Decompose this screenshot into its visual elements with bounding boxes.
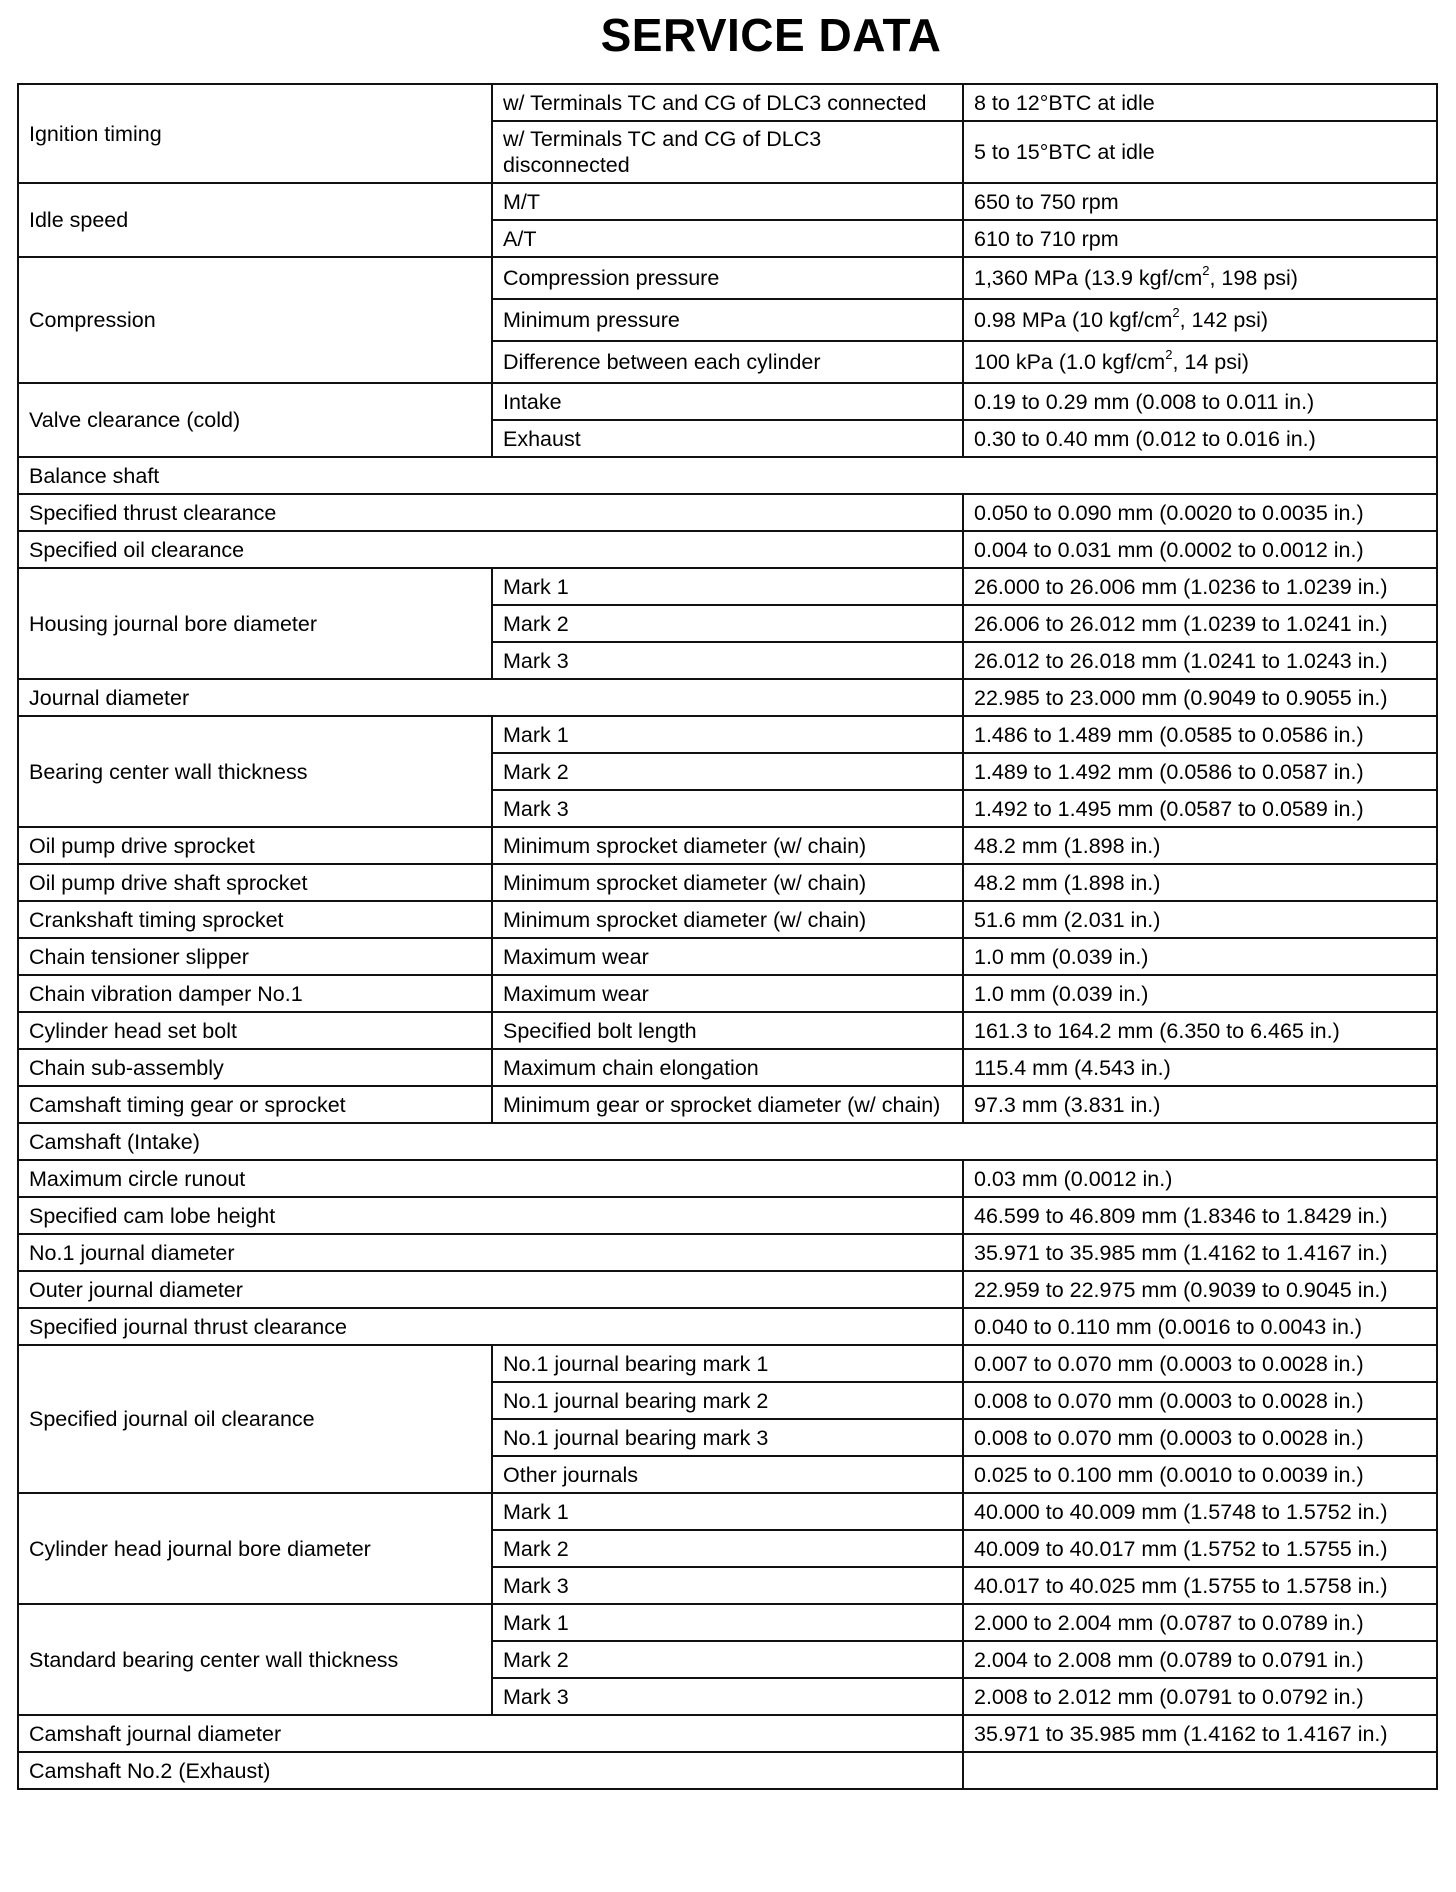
table-row — [18, 1234, 1437, 1271]
table-row — [18, 827, 1437, 864]
spec-value — [963, 1752, 1437, 1789]
sub-item: w/ Terminals TC and CG of DLC3 connected — [492, 84, 963, 121]
item-label: Chain tensioner slipper — [18, 938, 492, 975]
item-label: Standard bearing center wall thickness — [18, 1604, 492, 1715]
sub-item: Intake — [492, 383, 963, 420]
table-row — [18, 1308, 1437, 1345]
table-row — [18, 864, 1437, 901]
spec-value: 0.004 to 0.031 mm (0.0002 to 0.0012 in.) — [963, 531, 1437, 568]
sub-item: Minimum sprocket diameter (w/ chain) — [492, 827, 963, 864]
spec-value: 26.006 to 26.012 mm (1.0239 to 1.0241 in.) — [963, 605, 1437, 642]
spec-value: 0.03 mm (0.0012 in.) — [963, 1160, 1437, 1197]
spec-value: 610 to 710 rpm — [963, 220, 1437, 257]
item-label: Oil pump drive sprocket — [18, 827, 492, 864]
sub-item: Other journals — [492, 1456, 963, 1493]
sub-item: Minimum sprocket diameter (w/ chain) — [492, 864, 963, 901]
sub-item: Maximum chain elongation — [492, 1049, 963, 1086]
item-label: Housing journal bore diameter — [18, 568, 492, 679]
item-label: Cylinder head set bolt — [18, 1012, 492, 1049]
sub-item: w/ Terminals TC and CG of DLC3 disconnected — [492, 121, 963, 183]
item-label: Crankshaft timing sprocket — [18, 901, 492, 938]
spec-value: 1,360 MPa (13.9 kgf/$cm^2$, 198 psi) — [963, 257, 1437, 299]
sub-item: Mark 3 — [492, 1567, 963, 1604]
spec-value: 22.959 to 22.975 mm (0.9039 to 0.9045 in.) — [963, 1271, 1437, 1308]
spec-value: 0.30 to 0.40 mm (0.012 to 0.016 in.) — [963, 420, 1437, 457]
sub-item: Exhaust — [492, 420, 963, 457]
spec-value: 35.971 to 35.985 mm (1.4162 to 1.4167 in.) — [963, 1715, 1437, 1752]
item-label: Specified journal thrust clearance — [18, 1308, 963, 1345]
item-label: Ignition timing — [18, 84, 492, 183]
spec-value: 51.6 mm (2.031 in.) — [963, 901, 1437, 938]
table-row — [18, 1049, 1437, 1086]
sub-item: No.1 journal bearing mark 1 — [492, 1345, 963, 1382]
item-label: Bearing center wall thickness — [18, 716, 492, 827]
section-header: Camshaft (Intake) — [18, 1123, 1437, 1160]
item-label: Camshaft journal diameter — [18, 1715, 963, 1752]
spec-value: 2.000 to 2.004 mm (0.0787 to 0.0789 in.) — [963, 1604, 1437, 1641]
item-label: Compression — [18, 257, 492, 383]
spec-value: 5 to 15°BTC at idle — [963, 121, 1437, 183]
spec-value: 0.98 MPa (10 kgf/$cm^2$, 142 psi) — [963, 299, 1437, 341]
sub-item: Mark 1 — [492, 568, 963, 605]
item-label: Idle speed — [18, 183, 492, 257]
table-row — [18, 84, 1437, 121]
spec-value: 0.025 to 0.100 mm (0.0010 to 0.0039 in.) — [963, 1456, 1437, 1493]
sub-item: Mark 2 — [492, 1530, 963, 1567]
spec-value: 40.009 to 40.017 mm (1.5752 to 1.5755 in.) — [963, 1530, 1437, 1567]
service-data-table — [17, 83, 1438, 1790]
spec-value: 40.017 to 40.025 mm (1.5755 to 1.5758 in.) — [963, 1567, 1437, 1604]
item-label: Specified oil clearance — [18, 531, 963, 568]
item-label: Journal diameter — [18, 679, 963, 716]
table-row — [18, 1345, 1437, 1382]
spec-value: 8 to 12°BTC at idle — [963, 84, 1437, 121]
sub-item: Minimum pressure — [492, 299, 963, 341]
sub-item: Mark 1 — [492, 1604, 963, 1641]
item-label: Camshaft timing gear or sprocket — [18, 1086, 492, 1123]
sub-item: Mark 3 — [492, 790, 963, 827]
item-label: Specified thrust clearance — [18, 494, 963, 531]
spec-value: 0.008 to 0.070 mm (0.0003 to 0.0028 in.) — [963, 1382, 1437, 1419]
item-label: Outer journal diameter — [18, 1271, 963, 1308]
sub-item: Mark 2 — [492, 1641, 963, 1678]
sub-item: Mark 1 — [492, 716, 963, 753]
spec-value: 46.599 to 46.809 mm (1.8346 to 1.8429 in.) — [963, 1197, 1437, 1234]
spec-value: 1.486 to 1.489 mm (0.0585 to 0.0586 in.) — [963, 716, 1437, 753]
spec-value: 0.007 to 0.070 mm (0.0003 to 0.0028 in.) — [963, 1345, 1437, 1382]
sub-item: No.1 journal bearing mark 2 — [492, 1382, 963, 1419]
sub-item: Mark 2 — [492, 605, 963, 642]
table-row — [18, 1086, 1437, 1123]
spec-value: 2.004 to 2.008 mm (0.0789 to 0.0791 in.) — [963, 1641, 1437, 1678]
table-row — [18, 383, 1437, 420]
sub-item: Maximum wear — [492, 938, 963, 975]
spec-value: 40.000 to 40.009 mm (1.5748 to 1.5752 in.) — [963, 1493, 1437, 1530]
spec-value: 1.492 to 1.495 mm (0.0587 to 0.0589 in.) — [963, 790, 1437, 827]
sub-item: Minimum gear or sprocket diameter (w/ chain) — [492, 1086, 963, 1123]
sub-item: Difference between each cylinder — [492, 341, 963, 383]
spec-value: 2.008 to 2.012 mm (0.0791 to 0.0792 in.) — [963, 1678, 1437, 1715]
spec-value: 1.489 to 1.492 mm (0.0586 to 0.0587 in.) — [963, 753, 1437, 790]
spec-value: 48.2 mm (1.898 in.) — [963, 864, 1437, 901]
item-label: Cylinder head journal bore diameter — [18, 1493, 492, 1604]
table-row — [18, 531, 1437, 568]
item-label: Oil pump drive shaft sprocket — [18, 864, 492, 901]
item-label: Chain sub-assembly — [18, 1049, 492, 1086]
spec-value: 0.008 to 0.070 mm (0.0003 to 0.0028 in.) — [963, 1419, 1437, 1456]
sub-item: Mark 1 — [492, 1493, 963, 1530]
sub-item: M/T — [492, 183, 963, 220]
item-label: Maximum circle runout — [18, 1160, 963, 1197]
table-row — [18, 1493, 1437, 1530]
spec-value: 100 kPa (1.0 kgf/$cm^2$, 14 psi) — [963, 341, 1437, 383]
spec-value: 22.985 to 23.000 mm (0.9049 to 0.9055 in.) — [963, 679, 1437, 716]
section-header-row — [18, 457, 1437, 494]
spec-value: 115.4 mm (4.543 in.) — [963, 1049, 1437, 1086]
table-row — [18, 494, 1437, 531]
sub-item: Mark 3 — [492, 1678, 963, 1715]
spec-value: 35.971 to 35.985 mm (1.4162 to 1.4167 in.) — [963, 1234, 1437, 1271]
spec-value: 0.040 to 0.110 mm (0.0016 to 0.0043 in.) — [963, 1308, 1437, 1345]
page-title: SERVICE DATA — [600, 9, 942, 61]
sub-item: Mark 3 — [492, 642, 963, 679]
spec-value: 650 to 750 rpm — [963, 183, 1437, 220]
sub-item: No.1 journal bearing mark 3 — [492, 1419, 963, 1456]
item-label: Valve clearance (cold) — [18, 383, 492, 457]
table-row — [18, 568, 1437, 605]
sub-item: Mark 2 — [492, 753, 963, 790]
table-row — [18, 716, 1437, 753]
sub-item: A/T — [492, 220, 963, 257]
table-row — [18, 183, 1437, 220]
table-row — [18, 1715, 1437, 1752]
spec-value: 161.3 to 164.2 mm (6.350 to 6.465 in.) — [963, 1012, 1437, 1049]
table-row — [18, 1012, 1437, 1049]
spec-value: 0.050 to 0.090 mm (0.0020 to 0.0035 in.) — [963, 494, 1437, 531]
table-row — [18, 679, 1437, 716]
table-row — [18, 901, 1437, 938]
sub-item: Minimum sprocket diameter (w/ chain) — [492, 901, 963, 938]
spec-value: 1.0 mm (0.039 in.) — [963, 975, 1437, 1012]
section-header: Balance shaft — [18, 457, 1437, 494]
spec-value: 97.3 mm (3.831 in.) — [963, 1086, 1437, 1123]
sub-item: Compression pressure — [492, 257, 963, 299]
section-header-row — [18, 1752, 1437, 1789]
spec-value: 48.2 mm (1.898 in.) — [963, 827, 1437, 864]
table-row — [18, 1271, 1437, 1308]
table-row — [18, 975, 1437, 1012]
spec-value: 26.000 to 26.006 mm (1.0236 to 1.0239 in.) — [963, 568, 1437, 605]
table-row — [18, 257, 1437, 299]
section-header-row — [18, 1123, 1437, 1160]
item-label: Chain vibration damper No.1 — [18, 975, 492, 1012]
table-row — [18, 1160, 1437, 1197]
spec-value: 1.0 mm (0.039 in.) — [963, 938, 1437, 975]
item-label: No.1 journal diameter — [18, 1234, 963, 1271]
spec-value: 0.19 to 0.29 mm (0.008 to 0.011 in.) — [963, 383, 1437, 420]
table-row — [18, 1197, 1437, 1234]
spec-value: 26.012 to 26.018 mm (1.0241 to 1.0243 in.) — [963, 642, 1437, 679]
section-header: Camshaft No.2 (Exhaust) — [18, 1752, 963, 1789]
item-label: Specified cam lobe height — [18, 1197, 963, 1234]
table-row — [18, 938, 1437, 975]
sub-item: Maximum wear — [492, 975, 963, 1012]
table-row — [18, 1604, 1437, 1641]
sub-item: Specified bolt length — [492, 1012, 963, 1049]
item-label: Specified journal oil clearance — [18, 1345, 492, 1493]
